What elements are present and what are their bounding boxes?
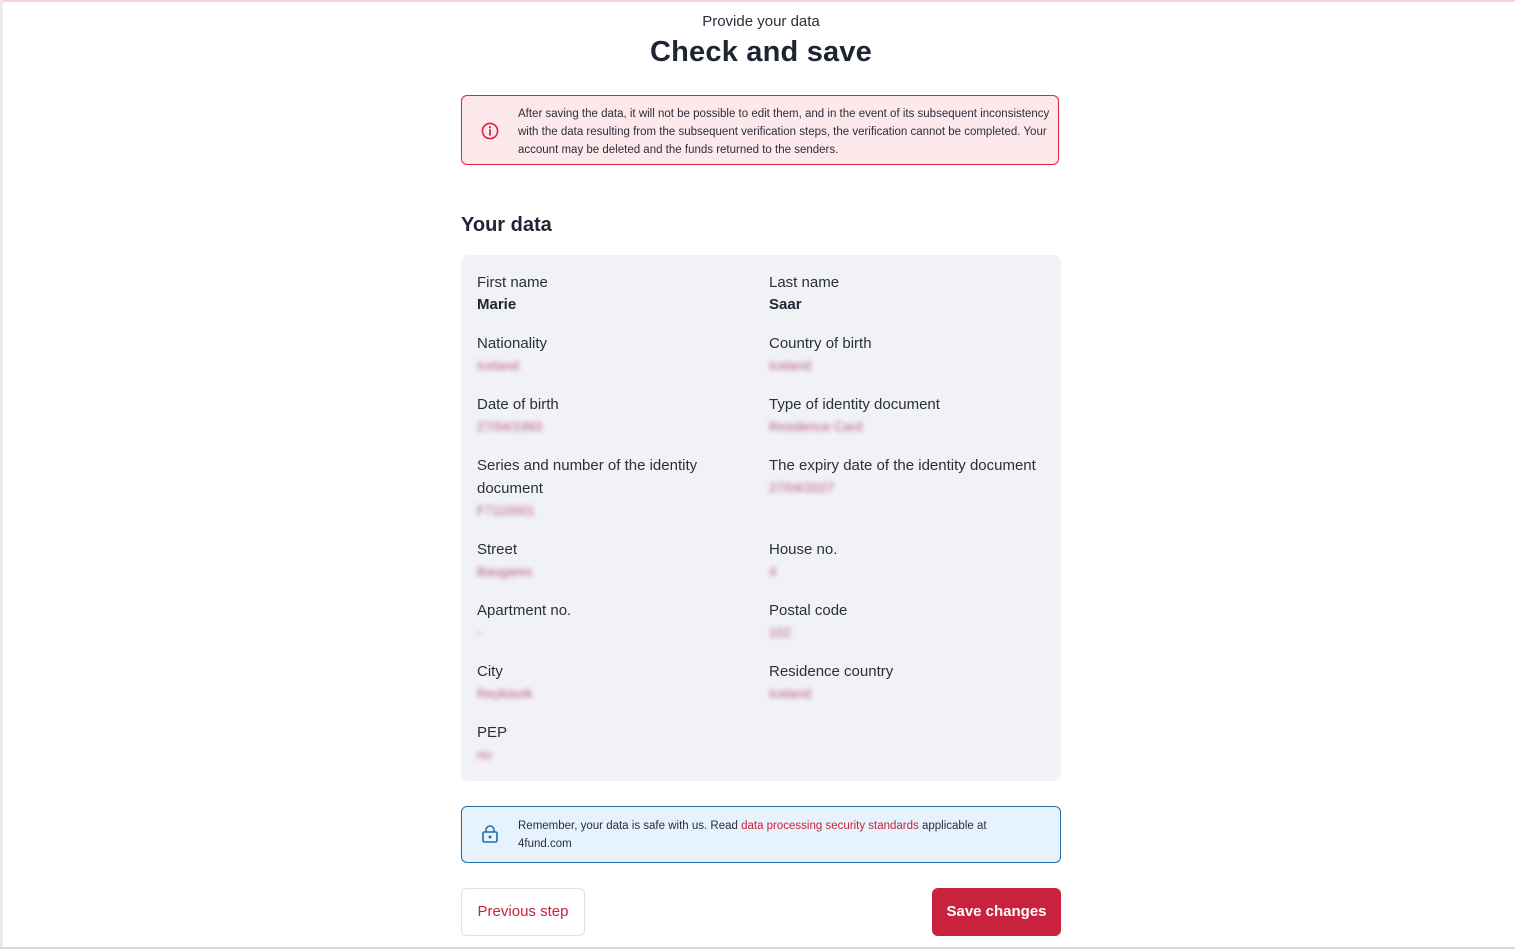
security-standards-link[interactable]: data processing security standards — [741, 820, 919, 832]
field-value: - — [477, 625, 482, 640]
field-label: Type of identity document — [769, 396, 940, 413]
field-value: Reykiavik — [477, 686, 533, 701]
save-changes-button[interactable]: Save changes — [932, 888, 1061, 936]
top-border — [0, 0, 1515, 2]
field-label: Street — [477, 541, 518, 558]
section-title: Your data — [461, 214, 552, 236]
info-text-after: applicable at 4fund.com — [518, 820, 987, 850]
previous-step-button[interactable]: Previous step — [461, 888, 585, 936]
warning-alert — [461, 95, 1059, 165]
field-postal-code — [769, 599, 1059, 644]
security-info-text — [518, 817, 1038, 853]
field-street — [477, 538, 747, 583]
field-value: Iceland — [769, 358, 811, 373]
data-summary-panel — [461, 255, 1061, 781]
warning-text: After saving the data, it will not be possible to edit them, and in the event of its subsequent inconsistency with the data resulting from the subsequent verification steps, the verification cannot be completed. Your account may be deleted and the funds returned to the senders. — [518, 108, 1050, 156]
step-subtitle: Provide your data — [702, 13, 820, 30]
field-label: Apartment no. — [477, 602, 572, 619]
field-value: 27/04/1993 — [477, 419, 543, 434]
field-label: House no. — [769, 541, 838, 558]
field-document-number — [477, 454, 747, 522]
field-label: First name — [477, 274, 548, 291]
lock-icon — [481, 824, 499, 844]
field-value: 27/04/2027 — [769, 480, 835, 495]
field-house-no — [769, 538, 1059, 583]
field-country-of-birth — [769, 332, 1059, 377]
field-date-of-birth — [477, 393, 747, 438]
field-residence-country — [769, 660, 1059, 705]
left-border — [0, 0, 3, 949]
field-label: Country of birth — [769, 335, 872, 352]
field-label: City — [477, 663, 503, 680]
field-value: Residence Card — [769, 419, 863, 434]
field-apartment-no — [477, 599, 747, 644]
field-value: 4 — [769, 564, 777, 579]
field-value: no — [477, 747, 492, 762]
field-document-type — [769, 393, 1059, 438]
field-value: Iceland — [769, 686, 811, 701]
field-value: 102 — [769, 625, 791, 640]
field-label: The expiry date of the identity document — [769, 457, 1036, 474]
field-last-name — [769, 271, 1059, 316]
info-text-before: Remember, your data is safe with us. Read — [518, 820, 742, 832]
field-city — [477, 660, 747, 705]
field-value: Baugarex — [477, 564, 533, 579]
field-label: Last name — [769, 274, 840, 291]
info-circle-icon — [481, 122, 499, 140]
page-title: Check and save — [649, 36, 873, 68]
field-label: Nationality — [477, 335, 548, 352]
field-label: Residence country — [769, 663, 894, 680]
field-label: Postal code — [769, 602, 848, 619]
field-document-expiry — [769, 454, 1059, 499]
field-value: Iceland — [477, 358, 519, 373]
security-info-box — [461, 806, 1061, 863]
field-value: Saar — [769, 296, 802, 313]
field-value: Marie — [477, 296, 517, 313]
field-label: Series and number of the identity document — [477, 457, 698, 497]
field-nationality — [477, 332, 747, 377]
field-value: F7110001 — [477, 503, 535, 518]
field-pep — [477, 721, 747, 766]
field-first-name — [477, 271, 747, 316]
field-label: PEP — [477, 724, 508, 741]
field-label: Date of birth — [477, 396, 559, 413]
